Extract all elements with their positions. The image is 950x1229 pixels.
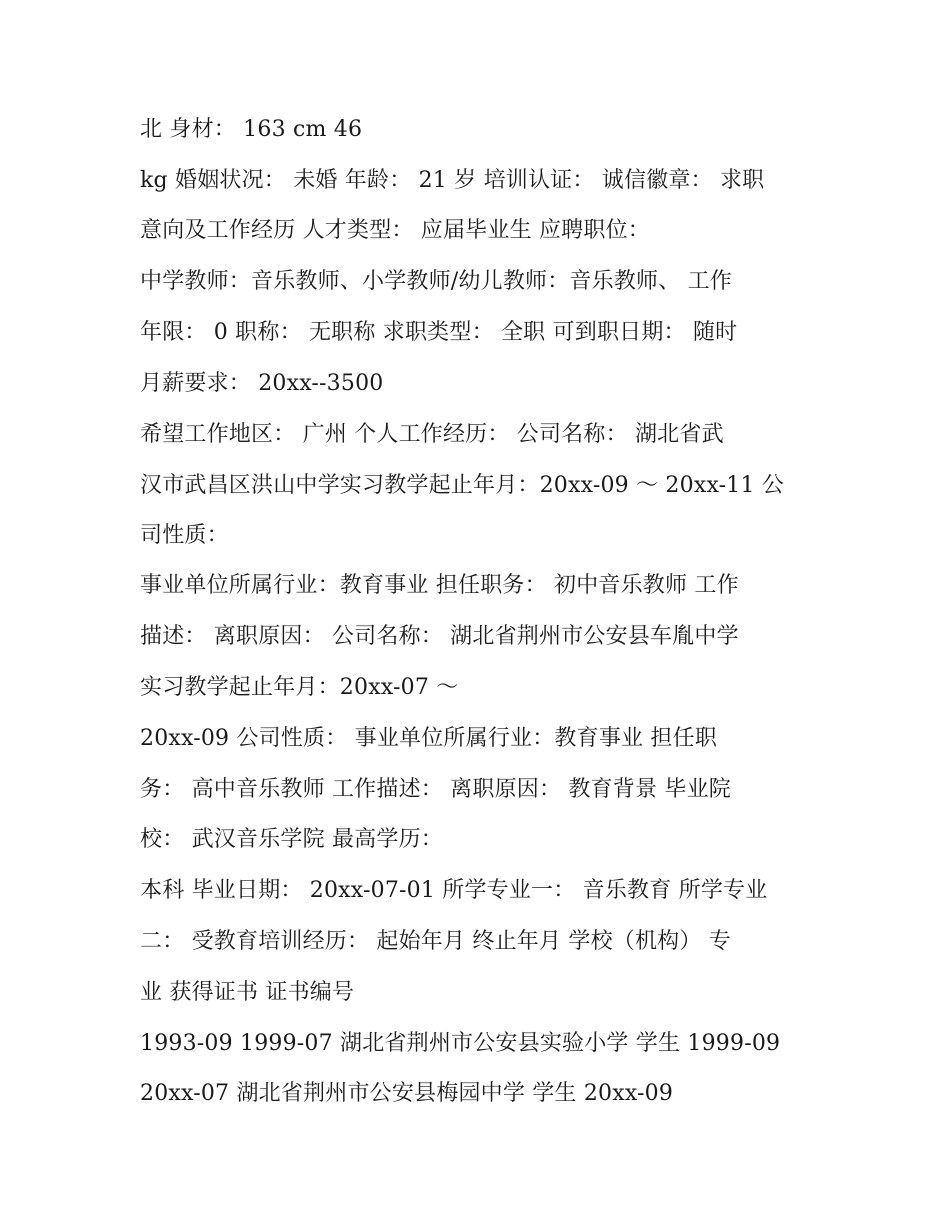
text-line: 20xx-09 公司性质： 事业单位所属行业：教育事业 担任职 — [140, 726, 718, 751]
text-line: 务： 高中音乐教师 工作描述： 离职原因： 教育背景 毕业院 — [140, 777, 731, 802]
text-line: 事业单位所属行业：教育事业 担任职务： 初中音乐教师 工作 — [140, 573, 739, 598]
text-line: 北 身材： 163 cm 46 — [140, 117, 363, 142]
text-line: 月薪要求： 20xx--3500 — [140, 371, 384, 396]
text-line: 实习教学起止年月：20xx-07 ～ — [140, 675, 459, 700]
text-line: 中学教师：音乐教师、小学教师/幼儿教师：音乐教师、 工作 — [140, 269, 733, 294]
text-line: 业 获得证书 证书编号 — [140, 980, 355, 1005]
text-line: 汉市武昌区洪山中学实习教学起止年月：20xx-09 ～ 20xx-11 公 — [140, 473, 785, 498]
text-line: 20xx-07 湖北省荆州市公安县梅园中学 学生 20xx-09 — [140, 1081, 674, 1106]
text-line: 校： 武汉音乐学院 最高学历： — [140, 827, 443, 852]
text-line: 年限： 0 职称： 无职称 求职类型： 全职 可到职日期： 随时 — [140, 320, 738, 345]
text-line: 本科 毕业日期： 20xx-07-01 所学专业一： 音乐教育 所学专业 — [140, 878, 768, 903]
text-line: 描述： 离职原因： 公司名称： 湖北省荆州市公安县车胤中学 — [140, 624, 739, 649]
text-line: 意向及工作经历 人才类型： 应届毕业生 应聘职位： — [140, 218, 650, 243]
text-line: 司性质： — [140, 523, 229, 548]
text-line: 二： 受教育培训经历： 起始年月 终止年月 学校（机构） 专 — [140, 929, 731, 954]
text-line: 希望工作地区： 广州 个人工作经历： 公司名称： 湖北省武 — [140, 422, 724, 447]
text-line: 1993-09 1999-07 湖北省荆州市公安县实验小学 学生 1999-09 — [140, 1031, 781, 1056]
text-line: kg 婚姻状况： 未婚 年龄： 21 岁 培训认证： 诚信徽章： 求职 — [140, 168, 765, 193]
